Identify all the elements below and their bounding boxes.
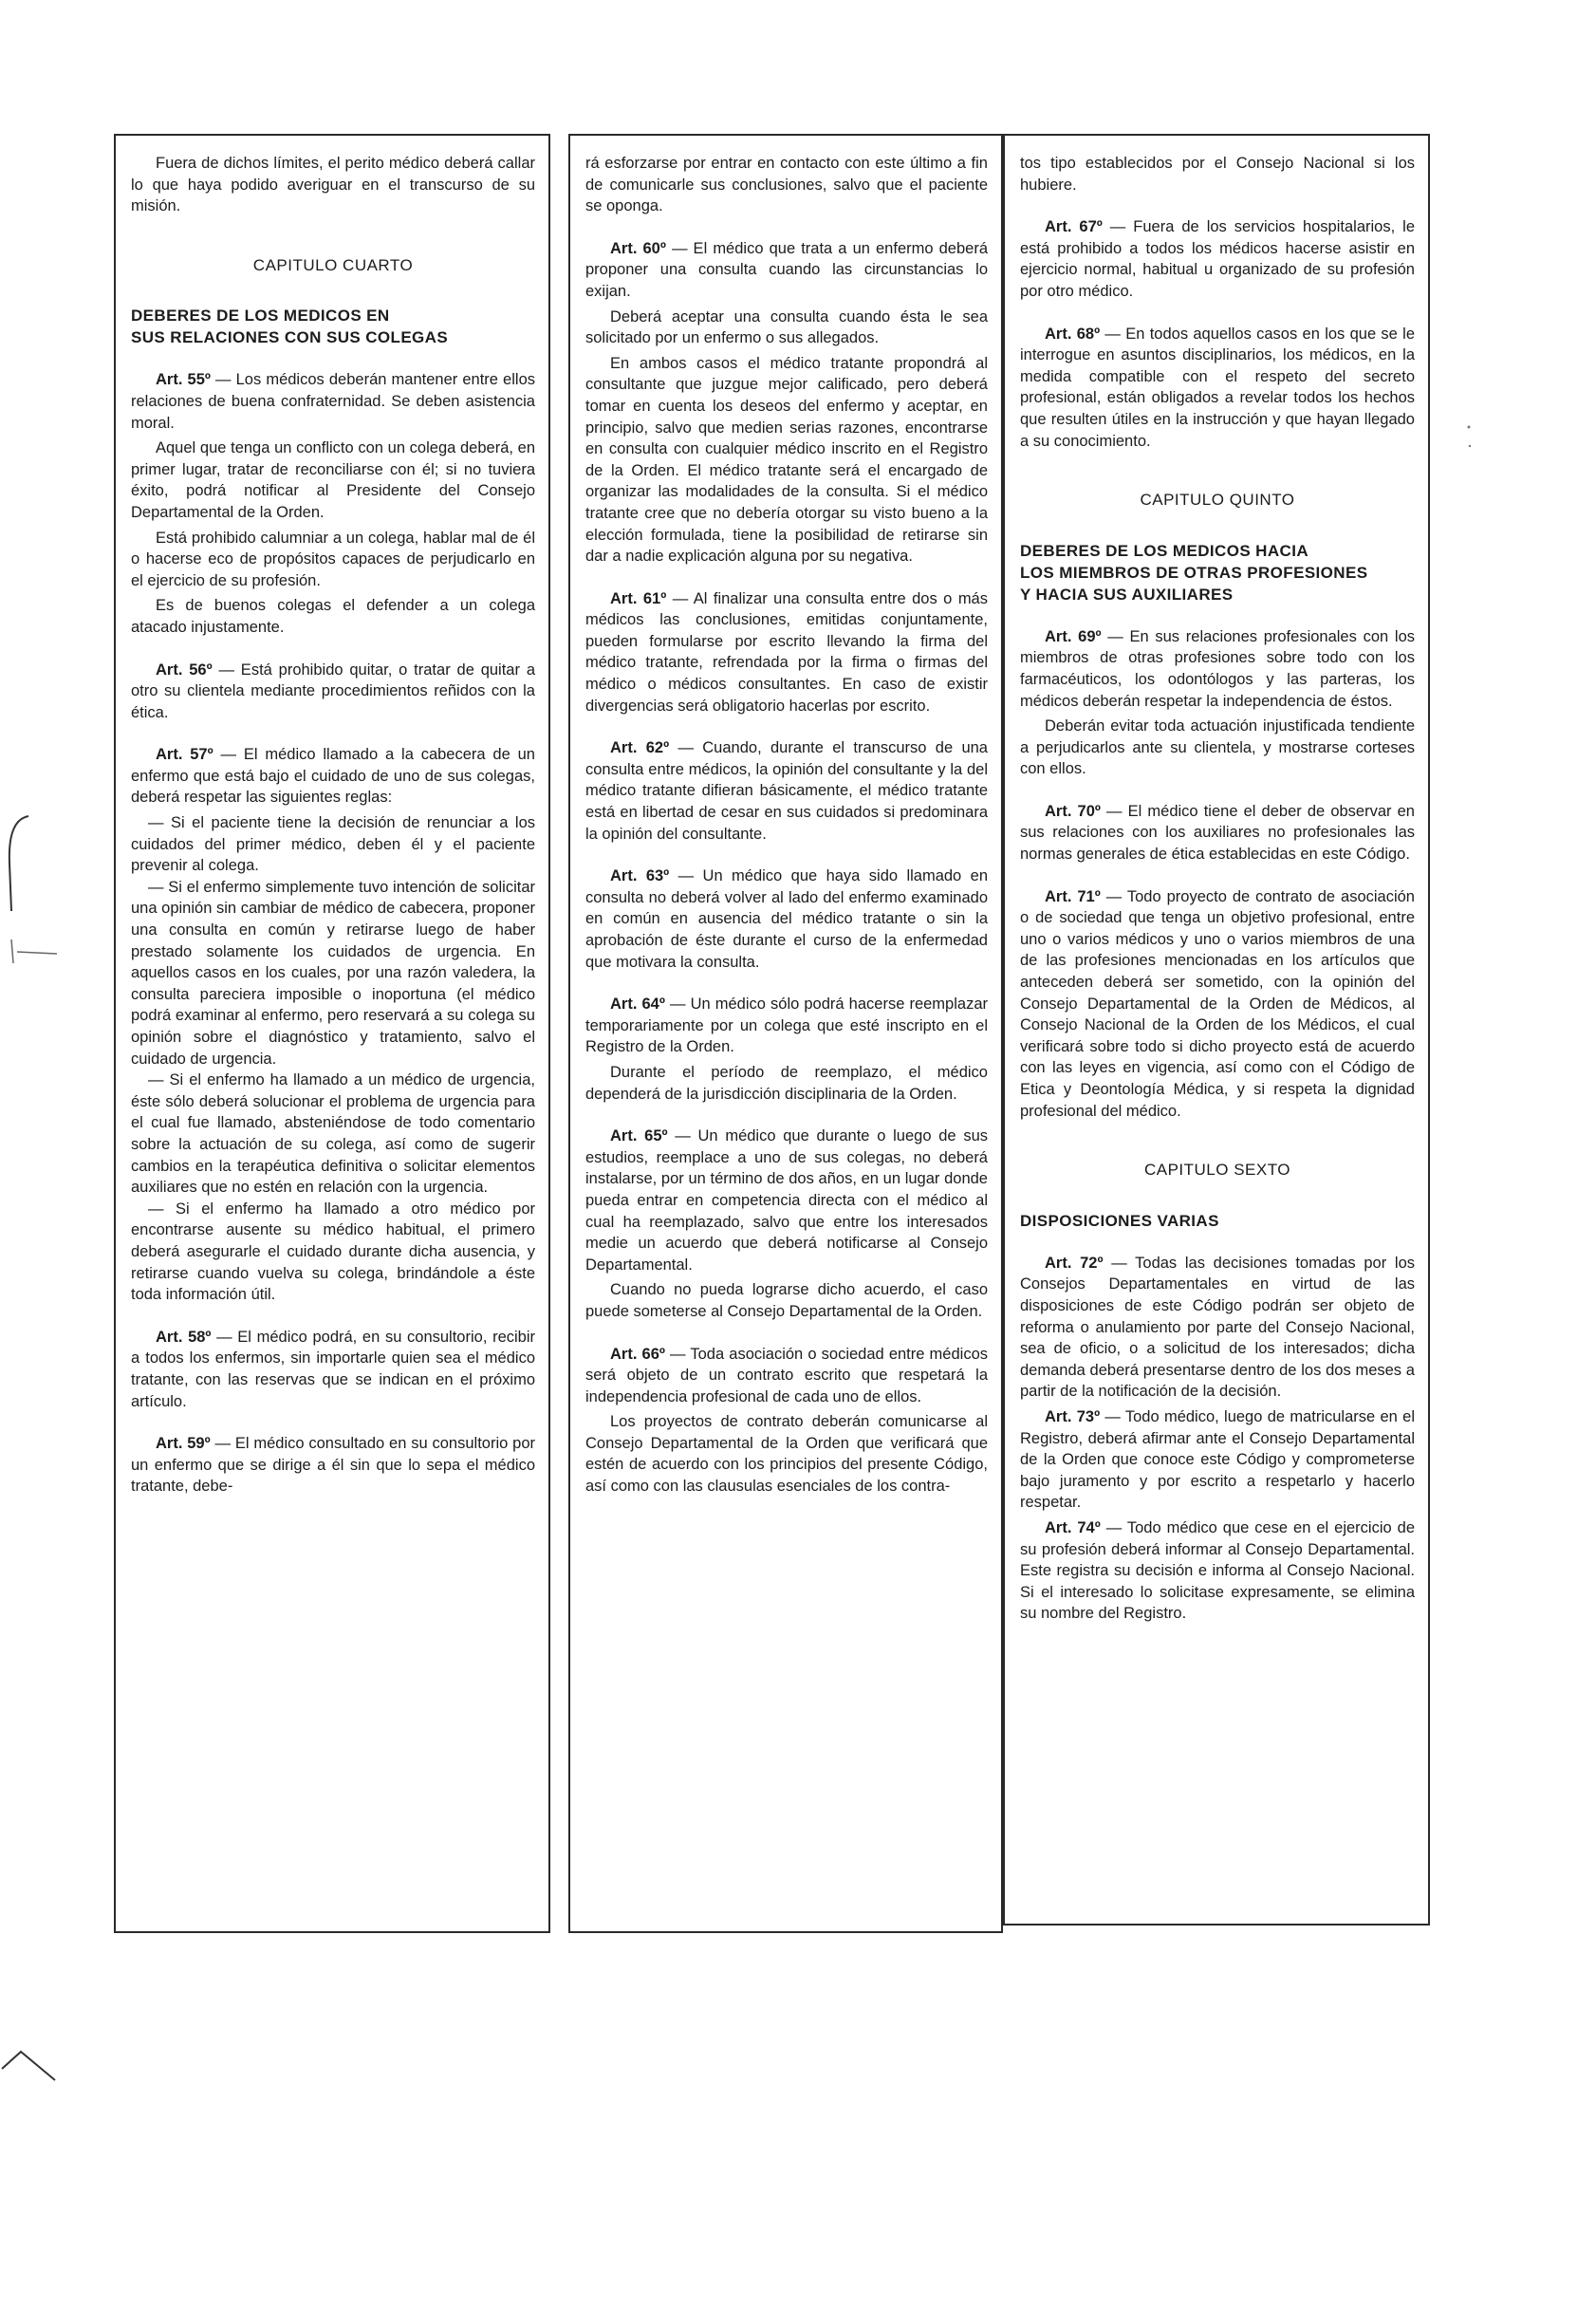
article-text: — El médico tiene el deber de observar en sus relaciones con los auxiliares no profesionales las normas generales de ética establecidas en este Código.: [1020, 802, 1415, 864]
article-63: [585, 865, 988, 973]
chapter-title-sexto: CAPITULO SEXTO: [1143, 1161, 1291, 1180]
article-69-paragraph-2: Deberán evitar toda actuación injustificada tendiente a perjudicarlos ante su clientela, y mostrarse corteses con ellos.: [1020, 717, 1415, 778]
article-label: Art. 69º: [1045, 627, 1102, 645]
article-label: Art. 70º: [1045, 802, 1101, 820]
article-label: Art. 65º: [610, 1127, 668, 1145]
chapter-heading-line: DEBERES DE LOS MEDICOS HACIA: [1020, 541, 1309, 560]
article-label: Art. 60º: [610, 239, 666, 257]
continued-paragraph: tos tipo establecidos por el Consejo Nacional si los hubiere.: [1020, 155, 1415, 194]
article-56: [131, 660, 535, 724]
article-73: [1020, 1406, 1415, 1514]
article-label: Art. 61º: [610, 589, 667, 607]
article-text: — Los médicos deberán mantener entre ellos relaciones de buena confraternidad. Se deben asistencia moral.: [131, 371, 535, 432]
intro-paragraph: Fuera de dichos límites, el perito médico deberá callar lo que haya podido averiguar en el transcurso de su misión.: [131, 155, 535, 215]
article-57-rule-4: — Si el enfermo ha llamado a otro médico por encontrarse ausente su médico habitual, el primero deberá asegurarle el cuidado durante dicha ausencia, y retirarse cuando vuelva su colega, brindándole a éste toda información útil.: [131, 1200, 535, 1304]
article-text: — Cuando, durante el transcurso de una consulta entre médicos, la opinión del consultante y la del médico tratante difieran básicamente, el médico tratante está en libertad de cesar en sus cuidados si predominara la opinión del consultante.: [585, 739, 988, 843]
article-text: — El médico podrá, en su consultorio, recibir a todos los enfermos, sin importarle quien sea el médico tratante, con las reservas que se indican en el próximo artículo.: [131, 1328, 535, 1410]
article-72: [1020, 1253, 1415, 1403]
article-65: [585, 1126, 988, 1275]
article-label: Art. 58º: [156, 1328, 212, 1346]
article-59: [131, 1433, 535, 1498]
article-label: Art. 72º: [1045, 1254, 1104, 1272]
scan-artifact-left-tick: [0, 935, 66, 982]
chapter-heading-cuarto: [131, 305, 535, 348]
article-71: [1020, 886, 1415, 1123]
article-68: [1020, 324, 1415, 453]
chapter-heading-line: LOS MIEMBROS DE OTRAS PROFESIONES: [1020, 563, 1368, 582]
chapter-title-quinto: CAPITULO QUINTO: [1140, 491, 1295, 510]
article-57-rule-1: — Si el paciente tiene la decisión de renunciar a los cuidados del primer médico, deben él y el paciente prevenir al colega.: [131, 814, 535, 875]
article-67: [1020, 216, 1415, 302]
article-label: Art. 63º: [610, 867, 670, 885]
article-64: [585, 994, 988, 1058]
scan-artifact-right-dots: [1461, 418, 1480, 474]
article-label: Art. 56º: [156, 660, 213, 679]
text-column-3: [1003, 134, 1430, 1926]
article-57-rule-3: — Si el enfermo ha llamado a un médico de urgencia, éste sólo deberá solucionar el problema de urgencia para el cual fue llamado, absteniéndose de todo comentario sobre la actuación de su colega, así como de sugerir cambios en la terapéutica definitiva o solicitar elementos auxiliares que no estén en relación con la urgencia.: [131, 1071, 535, 1197]
article-text: — El médico que trata a un enfermo deberá proponer una consulta cuando las circunstancias lo exijan.: [585, 239, 988, 300]
article-64-paragraph-2: Durante el período de reemplazo, el médico dependerá de la jurisdicción disciplinaria de la Orden.: [585, 1063, 988, 1103]
article-55-paragraph-2: Aquel que tenga un conflicto con un colega deberá, en primer lugar, tratar de reconciliarse con él; si no tuviera éxito, podrá notificar al Presidente del Consejo Departamental de la Orden.: [131, 439, 535, 521]
article-74: [1020, 1517, 1415, 1625]
article-text: — Un médico sólo podrá hacerse reemplazar temporariamente por un colega que esté inscripto en el Registro de la Orden.: [585, 995, 988, 1056]
article-55-paragraph-3: Está prohibido calumniar a un colega, hablar mal de él o hacerse eco de propósitos capaces de perjudicarlo en el ejercicio de su profesión.: [131, 529, 535, 589]
continued-paragraph: rá esforzarse por entrar en contacto con este último a fin de comunicarle sus conclusiones, salvo que el paciente se oponga.: [585, 155, 988, 215]
article-61: [585, 588, 988, 717]
article-label: Art. 55º: [156, 371, 211, 389]
article-label: Art. 64º: [610, 995, 665, 1014]
article-text: — Al finalizar una consulta entre dos o más médicos las conclusiones, emitidas conjuntamente, pueden formularse por escrito llevando la firma del médico tratante, refrendada por la firma o firmas del médico o médicos consultantes. En caso de existir divergencias será obligatorio hacerlas por escrito.: [585, 589, 988, 715]
article-55-paragraph-4: Es de buenos colegas el defender a un colega atacado injustamente.: [131, 597, 535, 636]
article-66-paragraph-2: Los proyectos de contrato deberán comunicarse al Consejo Departamental de la Orden que verificará que estén de acuerdo con los principios del presente Código, así como con las clausulas esenciales de los contra-: [585, 1413, 988, 1496]
article-text: — Un médico que durante o luego de sus estudios, reemplace a uno de sus colegas, no deberá instalarse, por un término de dos años, en un lugar donde pueda entrar en competencia directa con el médico al cual ha reemplazado, salvo que entre los interesados medie un acuerdo que deberá notificarse al Consejo Departamental.: [585, 1127, 988, 1274]
article-text: — Fuera de los servicios hospitalarios, le está prohibido a todos los médicos hacerse asistir en ejercicio normal, habitual u organizado de su profesión por otro médico.: [1020, 218, 1415, 300]
article-label: Art. 68º: [1045, 325, 1101, 343]
article-60-paragraph-3: En ambos casos el médico tratante propondrá al consultante que juzgue mejor calificado, pero deberá tomar en cuenta los deseos del enfermo y aceptar, en principio, salvo que medien serias razones, encontrarse en consulta con cualquier médico inscrito en el Registro de la Orden. El médico tratante será el encargado de organizar las modalidades de la consulta. Si el médico tratante cree que no debería otorgar su visto bueno a la elección formulada, tiene la posibilidad de retirarse sin dar a nadie explicación alguna por su negativa.: [585, 354, 988, 566]
article-69: [1020, 626, 1415, 712]
article-text: — Todo proyecto de contrato de asociación o de sociedad que tenga un objetivo profesional, entre uno o varios médicos y uno o varios miembros de una de las profesiones mencionadas en los artículos que anteceden deberá ser sometido, con la opinión del Consejo Departamental de la Orden de Médicos, al Consejo Nacional de la Orden de los Médicos, el cual verificará sobre todo si dicho proyecto está de acuerdo con las leyes en vigencia, así como con el Código de Etica y Deontología Médica, y si respeta la dignidad profesional del médico.: [1020, 887, 1415, 1120]
article-text: — Un médico que haya sido llamado en consulta no deberá volver al lado del enfermo examinado en común en ausencia del médico tratante o sin la aprobación de éste durante el curso de la enfermedad que motivara la consulta.: [585, 867, 988, 971]
chapter-title-cuarto: CAPITULO CUARTO: [252, 255, 414, 274]
chapter-heading-line: SUS RELACIONES CON SUS COLEGAS: [131, 328, 449, 347]
article-label: Art. 57º: [156, 746, 213, 764]
article-60: [585, 238, 988, 303]
article-text: — Toda asociación o sociedad entre médicos será objeto de un contrato escrito que respetará la independencia profesional de cada uno de ellos.: [585, 1345, 988, 1405]
chapter-heading-sexto: DISPOSICIONES VARIAS: [1020, 1211, 1219, 1230]
article-text: — Está prohibido quitar, o tratar de quitar a otro su clientela mediante procedimientos reñidos con la ética.: [131, 660, 535, 721]
text-column-2: [568, 134, 1003, 1933]
scan-artifact-bottom-stroke: [0, 2040, 66, 2088]
article-label: Art. 71º: [1045, 887, 1101, 905]
article-text: — En sus relaciones profesionales con los miembros de otras profesiones sobre todo con los farmacéuticos, los odontólogos y las parteras, los médicos deberán respetar la independencia de éstos.: [1020, 627, 1415, 710]
chapter-heading-line: Y HACIA SUS AUXILIARES: [1020, 585, 1234, 604]
article-66: [585, 1344, 988, 1408]
article-label: Art. 66º: [610, 1345, 665, 1363]
article-57-rule-2: — Si el enfermo simplemente tuvo intención de solicitar una opinión sin cambiar de médico de cabecera, proponer una consulta en común y retirarse luego de haber prestado solamente los cuidados de urgencia. En aquellos casos en los cuales, por una razón valedera, la consulta pareciera imposible o inoportuna (el médico podrá examinar al enfermo, pero reservará a su colega su opinión sobre el diagnóstico y tratamiento, salvo el cuidado de urgencia.: [131, 878, 535, 1068]
article-60-paragraph-2: Deberá aceptar una consulta cuando ésta le sea solicitado por un enfermo o sus allegados.: [585, 307, 988, 347]
article-55: [131, 369, 535, 434]
article-label: Art. 59º: [156, 1435, 211, 1453]
scan-artifact-left-bracket: [0, 807, 38, 921]
chapter-heading-quinto: [1020, 540, 1415, 605]
article-65-paragraph-2: Cuando no pueda lograrse dicho acuerdo, el caso puede someterse al Consejo Departamental de la Orden.: [585, 1281, 988, 1320]
text-column-1: [114, 134, 550, 1933]
article-text: — Todo médico, luego de matricularse en el Registro, deberá afirmar ante el Consejo Departamental de la Orden que conoce este Código y comprometerse bajo juramento y por escrito a respetarlo y hacerlo respetar.: [1020, 1407, 1415, 1512]
article-label: Art. 62º: [610, 739, 670, 757]
article-text: — El médico llamado a la cabecera de un enfermo que está bajo el cuidado de uno de sus colegas, deberá respetar las siguientes reglas:: [131, 746, 535, 807]
article-62: [585, 737, 988, 845]
article-58: [131, 1327, 535, 1412]
chapter-heading-line: DEBERES DE LOS MEDICOS EN: [131, 307, 390, 326]
article-label: Art. 74º: [1045, 1518, 1101, 1536]
article-text: — El médico consultado en su consultorio por un enfermo que se dirige a él sin que lo sepa el médico tratante, debe-: [131, 1435, 535, 1496]
article-text: — En todos aquellos casos en los que se le interrogue en asuntos disciplinarios, los médicos, en la medida compatible con el respeto del secreto profesional, están obligados a revelar todos los hechos que resulten útiles en la instrucción y que hayan llegado a su conocimiento.: [1020, 325, 1415, 450]
article-57: [131, 744, 535, 809]
article-70: [1020, 801, 1415, 865]
article-text: — Todo médico que cese en el ejercicio de su profesión deberá informar al Consejo Departamental. Este registra su decisión e informa al Consejo Nacional. Si el interesado lo solicitase expresamente, se elimina su nombre del Registro.: [1020, 1518, 1415, 1623]
article-label: Art. 73º: [1045, 1407, 1101, 1425]
article-text: — Todas las decisiones tomadas por los Consejos Departamentales en virtud de las disposiciones de este Código podrán ser objeto de reforma o anulamiento por parte del Consejo Nacional, sea de oficio, o a solicitud de los interesados; dicha demanda deberá presentarse dentro de los dos meses a partir de la notificación de la decisión.: [1020, 1254, 1415, 1401]
article-label: Art. 67º: [1045, 218, 1103, 236]
